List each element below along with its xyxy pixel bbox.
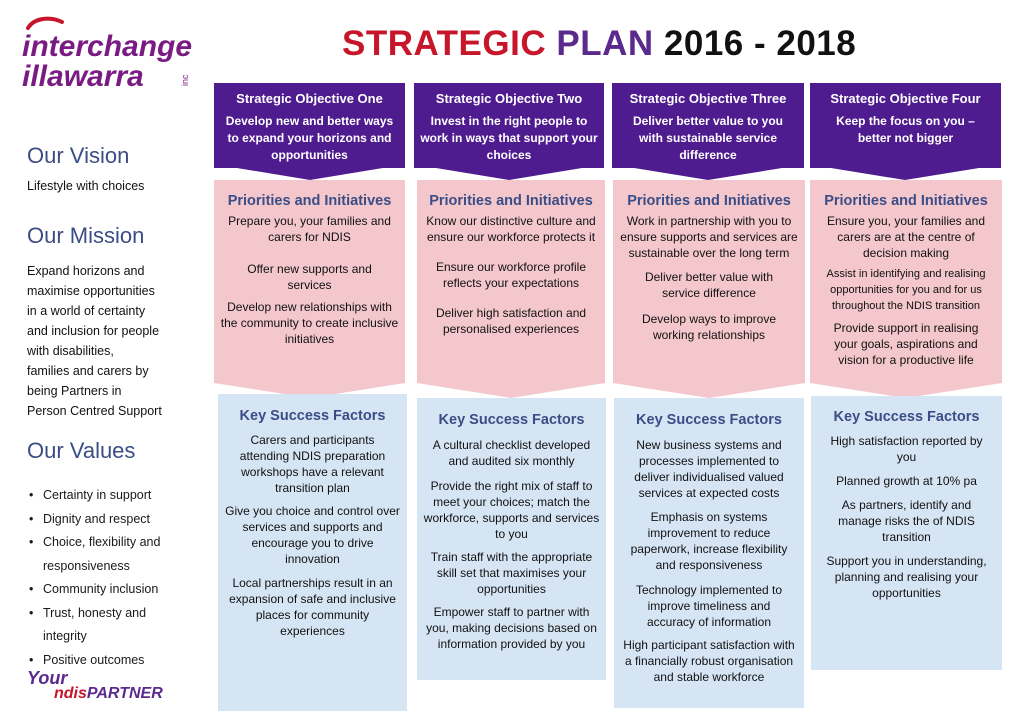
objective-body: Keep the focus on you – better not bigger: [836, 114, 975, 145]
mission-line: Expand horizons and: [27, 264, 145, 278]
priorities-heading: Priorities and Initiatives: [824, 193, 988, 209]
priorities-two: [417, 180, 605, 337]
value-item: • Trust, honesty and integrity: [27, 602, 173, 649]
ksf-one: [218, 394, 407, 639]
vision-text: Lifestyle with choices: [27, 179, 145, 193]
mission-line: maximise opportunities: [27, 284, 155, 298]
objective-title: Strategic Objective One: [236, 91, 383, 106]
logo-line2: illawarra: [22, 60, 144, 93]
brand-word1: Your: [27, 668, 68, 688]
ksf-heading: Key Success Factors: [833, 409, 980, 425]
objective-four: [810, 83, 1001, 147]
priority-item: Assist in identifying and realising opportunities for you and for us throughout the NDIS transition: [826, 268, 986, 312]
ksf-item: Planned growth at 10% pa: [836, 474, 977, 488]
mission-line: families and carers by: [27, 364, 149, 378]
priority-item: Provide support in realising your goals, aspirations and vision for a productive life: [833, 321, 979, 367]
mission-line: with disabilities,: [27, 344, 114, 358]
brand-word2: ndis: [54, 685, 87, 702]
priorities-heading: Priorities and Initiatives: [627, 193, 791, 209]
objective-title: Strategic Objective Two: [435, 91, 583, 106]
ksf-two: [417, 398, 606, 652]
ksf-heading: Key Success Factors: [239, 408, 386, 424]
priority-item: Deliver high satisfaction and personalised experiences: [435, 306, 587, 336]
priority-item: Ensure our workforce profile reflects your expectations: [435, 260, 587, 290]
ksf-item: Support you in understanding, planning and realising your opportunities: [826, 554, 987, 600]
ksf-item: Provide the right mix of staff to meet your choices; match the workforce, supports and services to you: [423, 479, 600, 541]
priorities-four: [810, 180, 1002, 368]
objective-body: Develop new and better ways to expand your horizons and opportunities: [225, 114, 394, 162]
ksf-item: Emphasis on systems improvement to reduce paperwork, increase flexibility and responsiveness: [630, 510, 788, 572]
ksf-heading: Key Success Factors: [636, 412, 782, 428]
ksf-item: High participant satisfaction with a financially robust organisation and stable workforce: [623, 638, 795, 684]
objective-body: Invest in the right people to work in ways that support your choices: [420, 114, 598, 162]
value-item: • Positive outcomes: [27, 649, 193, 673]
objective-two: [414, 83, 604, 164]
priority-item: Know our distinctive culture and ensure our workforce protects it: [426, 214, 596, 244]
priority-item: Ensure you, your families and carers are at the centre of decision making: [826, 214, 986, 260]
priorities-three: [613, 180, 805, 343]
value-item: • Community inclusion: [27, 578, 193, 602]
priority-item: Develop new relationships with the community to create inclusive initiatives: [220, 300, 399, 346]
logo-suffix: inc: [180, 74, 190, 86]
ksf-item: Carers and participants attending NDIS preparation workshops have a relevant transition plan: [239, 433, 386, 495]
objective-body: Deliver better value to you with sustainable service difference: [632, 114, 784, 162]
ksf-item: Local partnerships result in an expansion of safe and inclusive places for community experiences: [229, 576, 396, 638]
values-heading: Our Values: [27, 438, 136, 463]
priority-item: Develop ways to improve working relationships: [641, 312, 777, 342]
title-part1: STRATEGIC: [342, 24, 547, 63]
ksf-item: Empower staff to partner with you, making decisions based on information provided by you: [426, 605, 597, 651]
mission-line: in a world of certainty: [27, 304, 146, 318]
objective-title: Strategic Objective Three: [629, 91, 787, 106]
objective-title: Strategic Objective Four: [830, 91, 981, 106]
ksf-heading: Key Success Factors: [438, 412, 585, 428]
value-item: • Dignity and respect: [27, 508, 193, 532]
ksf-item: As partners, identify and manage risks the of NDIS transition: [838, 498, 975, 544]
priorities-heading: Priorities and Initiatives: [227, 193, 392, 209]
priority-item: Offer new supports and services: [247, 262, 372, 292]
mission-line: Person Centred Support: [27, 404, 162, 418]
ksf-item: Technology implemented to improve timeliness and accuracy of information: [635, 583, 783, 629]
ksf-item: Train staff with the appropriate skill set that maximises your opportunities: [430, 550, 593, 596]
mission-heading: Our Mission: [27, 223, 145, 248]
title-part3: 2016 - 2018: [663, 24, 857, 63]
ksf-item: New business systems and processes implemented to deliver individualised valued services at expected costs: [634, 438, 784, 500]
mission-line: being Partners in: [27, 384, 122, 398]
objective-one: [214, 83, 405, 164]
title-part2: PLAN: [556, 24, 654, 63]
priorities-heading: Priorities and Initiatives: [429, 193, 593, 209]
logo-line1: interchange: [22, 30, 193, 63]
objective-three: [612, 83, 804, 164]
priorities-one: [214, 180, 405, 347]
vision-heading: Our Vision: [27, 143, 130, 168]
ksf-item: A cultural checklist developed and audited six monthly: [432, 438, 591, 468]
value-item: • Choice, flexibility and responsiveness: [27, 531, 193, 578]
ksf-four: [811, 396, 1002, 601]
priority-item: Work in partnership with you to ensure supports and services are sustainable over the long term: [620, 214, 798, 260]
value-item: • Certainty in support: [27, 484, 193, 508]
priority-item: Deliver better value with service difference: [644, 270, 774, 300]
mission-line: and inclusion for people: [27, 324, 160, 338]
ksf-item: Give you choice and control over services and supports and encourage you to drive innovation: [225, 504, 400, 566]
brand-word3: PARTNER: [86, 685, 163, 702]
ksf-three: [614, 398, 804, 685]
priority-item: Prepare you, your families and carers for NDIS: [228, 214, 391, 244]
ksf-item: High satisfaction reported by you: [830, 434, 983, 464]
